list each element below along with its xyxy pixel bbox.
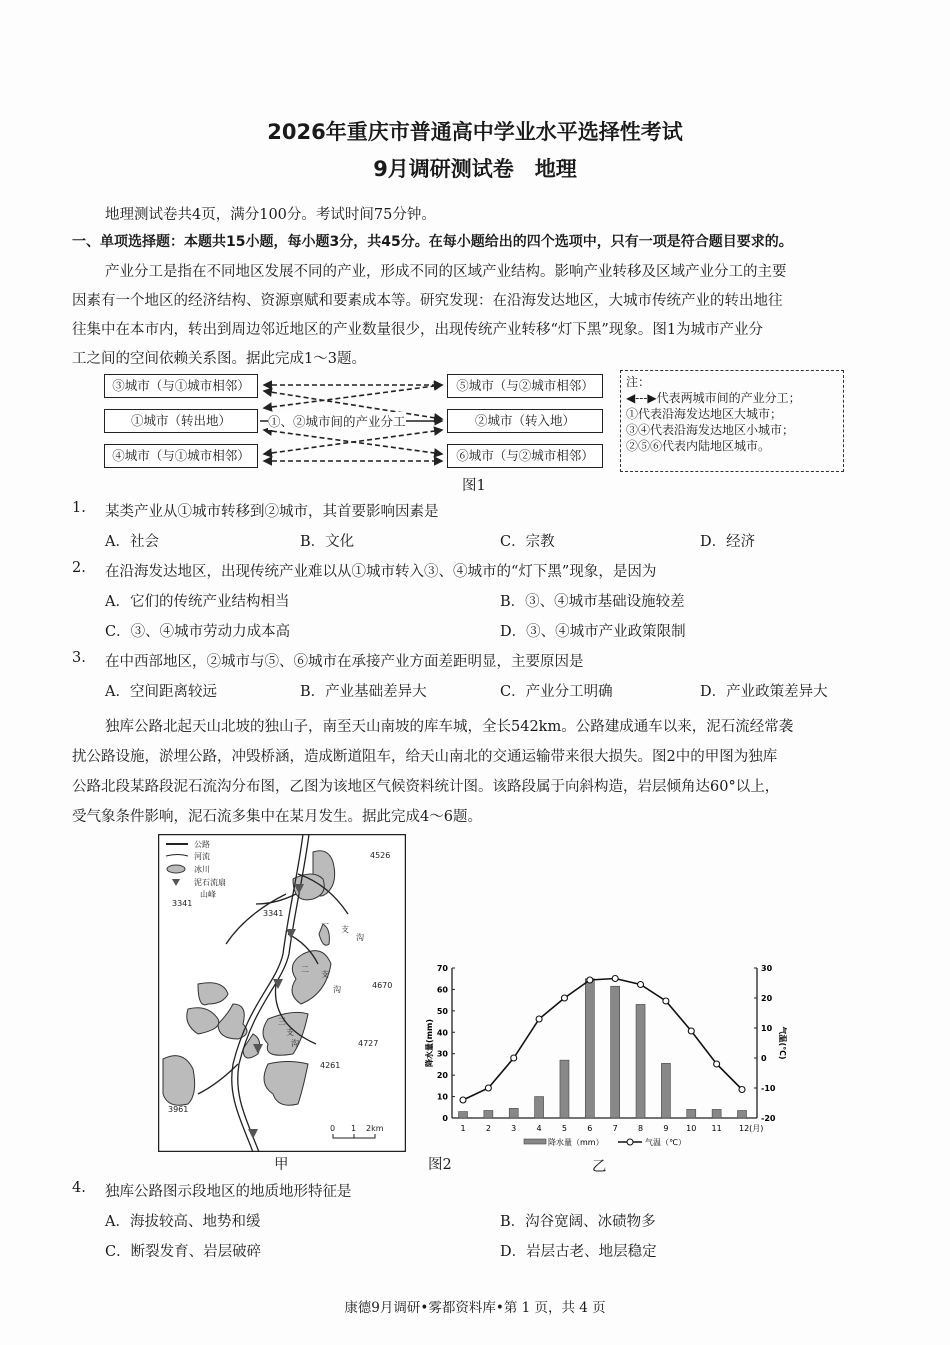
y-tick-label: 60 [436, 985, 448, 995]
passage-line: 因素有一个地区的经济结构、资源禀赋和要素成本等。研究发现：在沿海发达地区，大城市传统产业的转出地往 [72, 293, 783, 309]
x-tick-label: 11 [711, 1124, 722, 1133]
y-tick-label: 0 [442, 1114, 448, 1123]
temperature-point [587, 977, 593, 983]
temperature-point [663, 998, 669, 1004]
y-tick-label: 10 [436, 1092, 448, 1102]
y-tick-label: 50 [436, 1006, 448, 1016]
x-tick-label: 6 [587, 1124, 593, 1133]
question-number: 4. [72, 1180, 86, 1196]
city-box: ③城市（与①城市相邻） [104, 374, 258, 398]
debris-flow-map [158, 834, 406, 1152]
question-stem: 独库公路图示段地区的地质地形特征是 [105, 1184, 352, 1200]
svg-text:三: 三 [278, 1017, 286, 1026]
svg-text:支: 支 [321, 970, 329, 979]
y2-tick-label: 0 [761, 1054, 767, 1063]
svg-text:一: 一 [321, 920, 329, 929]
peak-label: 4526 [370, 851, 391, 860]
passage-line: 工之间的空间依赖关系图。据此完成1～3题。 [72, 351, 366, 367]
question-number: 2. [72, 560, 86, 576]
answer-option: A．空间距离较远 [105, 684, 217, 700]
temperature-point [460, 1097, 466, 1103]
answer-option: A．社会 [105, 534, 159, 550]
answer-option: D．经济 [700, 534, 756, 550]
section-heading: 一、单项选择题：本题共15小题，每小题3分，共45分。在每小题给出的四个选项中，只有一项是符合题目要求的。 [72, 234, 793, 250]
scale-label: 2km [366, 1124, 384, 1133]
peak-label: 4670 [372, 981, 393, 990]
answer-option: B．③、④城市基础设施较差 [500, 594, 685, 610]
question-stem: 在中西部地区，②城市与⑤、⑥城市在承接产业方面差距明显，主要原因是 [105, 654, 584, 670]
y2-tick-label: 10 [761, 1024, 773, 1033]
x-tick-label: 5 [561, 1124, 568, 1133]
x-tick-label: 10 [686, 1124, 697, 1133]
answer-option: C．产业分工明确 [500, 684, 613, 700]
city-box: ②城市（转入地） [447, 409, 603, 433]
exam-title: 2026年重庆市普通高中学业水平选择性考试 [267, 120, 683, 144]
passage-line: 独库公路北起天山北坡的独山子，南至天山南坡的库车城，全长542km。公路建成通车以来，泥石流经常袭 [105, 719, 794, 735]
x-tick-label: 7 [612, 1124, 618, 1133]
question-stem: 在沿海发达地区，出现传统产业难以从①城市转入③、④城市的“灯下黑”现象，是因为 [105, 564, 657, 580]
figure-2-caption: 图2 [428, 1157, 452, 1173]
answer-option: C．断裂发育、岩层破碎 [105, 1244, 262, 1260]
note-line: ③④代表沿海发达地区小城市； [626, 423, 795, 437]
precipitation-bar [535, 1097, 544, 1118]
passage-line: 往集中在本市内，转出到周边邻近地区的产业数量很少，出现传统产业转移“灯下黑”现象。图1为城市产业分 [72, 322, 764, 338]
svg-text:沟: 沟 [291, 1039, 299, 1048]
temperature-point [561, 995, 567, 1001]
figure-1-caption: 图1 [462, 478, 486, 494]
figure-1-note [620, 370, 844, 472]
y2-tick-label: -20 [761, 1114, 776, 1123]
peak-label: 4727 [358, 1039, 379, 1048]
temperature-point [688, 1028, 694, 1034]
y2-tick-label: 30 [761, 964, 773, 973]
legend-line-marker [627, 1139, 633, 1145]
x-tick-label: 9 [663, 1124, 669, 1133]
precipitation-bar [585, 979, 594, 1118]
x-tick-label: 12(月) [739, 1124, 764, 1133]
passage-line: 产业分工是指在不同地区发展不同的产业，形成不同的区域产业结构。影响产业转移及区域产业分工的主要 [105, 264, 787, 280]
city-box: ④城市（与①城市相邻） [104, 444, 258, 468]
scale-label: 0 [330, 1124, 336, 1133]
legend-river: 河流 [194, 852, 210, 861]
legend-precipitation: 降水量（mm） [548, 1138, 604, 1147]
answer-option: C．宗教 [500, 534, 555, 550]
answer-option: D．产业政策差异大 [700, 684, 828, 700]
svg-text:支: 支 [286, 1028, 294, 1037]
legend-glacier: 冰川 [194, 865, 210, 874]
x-tick-label: 4 [536, 1124, 542, 1133]
answer-option: D．岩层古老、地层稳定 [500, 1244, 657, 1260]
answer-option: A．海拔较高、地势和缓 [105, 1214, 261, 1230]
scale-label: 1 [351, 1124, 357, 1133]
y2-tick-label: 20 [761, 994, 773, 1003]
precipitation-bar [712, 1109, 721, 1118]
y-axis-title: 降水量(mm) [425, 1019, 434, 1067]
passage-line: 公路北段某路段泥石流沟分布图，乙图为该地区气候资料统计图。该路段属于向斜构造，岩层倾角达60°以上， [72, 779, 780, 795]
y-tick-label: 30 [436, 1049, 448, 1059]
passage-line: 扰公路设施，淤埋公路，冲毁桥涵，造成断道阻车，给天山南北的交通运输带来很大损失。图2中的甲图为独库 [72, 749, 778, 765]
legend-bar-swatch [524, 1139, 546, 1144]
svg-text:二: 二 [301, 965, 309, 974]
page-footer: 康德9月调研•雾都资料库•第 1 页，共 4 页 [344, 1300, 606, 1316]
city-box: ①城市（转出地） [104, 409, 258, 433]
answer-option: D．③、④城市产业政策限制 [500, 624, 686, 640]
temperature-point [485, 1085, 491, 1091]
x-tick-label: 1 [460, 1124, 466, 1133]
temperature-point [536, 1016, 542, 1022]
y2-axis-title: 气温(℃) [778, 1026, 787, 1060]
precipitation-bar [636, 1004, 645, 1118]
precipitation-bar [484, 1111, 493, 1119]
precipitation-bar [560, 1060, 569, 1118]
answer-option: B．产业基础差异大 [300, 684, 427, 700]
question-number: 3. [72, 650, 86, 666]
answer-option: A．它们的传统产业结构相当 [105, 594, 290, 610]
legend-road: 公路 [194, 840, 210, 849]
note-line: ②⑤⑥代表内陆地区城市。 [626, 439, 771, 453]
answer-option: B．沟谷宽阔、冰碛物多 [500, 1214, 656, 1230]
legend-peak-value: 3341 [172, 899, 193, 908]
note-line: 注： [626, 375, 651, 389]
answer-option: B．文化 [300, 534, 355, 550]
peak-label: 4261 [320, 1061, 341, 1070]
precipitation-bar [687, 1109, 696, 1118]
temperature-point [714, 1061, 720, 1067]
legend-debris-fan: 泥石流扇 [194, 878, 226, 887]
climate-chart [420, 955, 810, 1155]
middle-label: ①、②城市间的产业分工 [268, 414, 406, 429]
precipitation-bar [611, 986, 620, 1118]
svg-text:沟: 沟 [356, 933, 364, 942]
svg-text:支: 支 [341, 925, 349, 934]
y-tick-label: 70 [436, 964, 448, 973]
question-stem: 某类产业从①城市转移到②城市，其首要影响因素是 [105, 504, 439, 520]
city-box: ⑤城市（与②城市相邻） [447, 374, 603, 398]
answer-option: C．③、④城市劳动力成本高 [105, 624, 291, 640]
figure-2-subcaption: 乙 [592, 1159, 607, 1175]
note-line: ◀---▶代表两城市间的产业分工； [626, 391, 801, 405]
y-tick-label: 20 [436, 1071, 448, 1081]
precipitation-bar [459, 1112, 468, 1118]
note-line: ①代表沿海发达地区大城市； [626, 407, 783, 421]
city-box: ⑥城市（与②城市相邻） [447, 444, 603, 468]
x-tick-label: 2 [485, 1124, 491, 1133]
svg-text:沟: 沟 [333, 985, 341, 994]
question-number: 1. [72, 500, 86, 516]
y-tick-label: 40 [436, 1028, 448, 1038]
temperature-point [638, 982, 644, 988]
precipitation-bar [509, 1108, 518, 1118]
precipitation-bar [661, 1063, 670, 1118]
y2-tick-label: -10 [761, 1084, 776, 1093]
peak-label: 3961 [168, 1105, 189, 1114]
temperature-point [739, 1087, 745, 1093]
x-tick-label: 8 [637, 1124, 644, 1133]
x-tick-label: 3 [511, 1124, 517, 1133]
temperature-point [612, 976, 618, 982]
temperature-line [463, 979, 742, 1101]
peak-label: 3341 [263, 909, 284, 918]
legend-peak: 山峰 [200, 890, 216, 899]
map-caption: 甲 [274, 1157, 289, 1173]
exam-subtitle: 9月调研测试卷 地理 [373, 157, 577, 181]
temperature-point [511, 1055, 517, 1061]
passage-line: 受气象条件影响，泥石流多集中在某月发生。据此完成4～6题。 [72, 809, 482, 825]
precipitation-bar [738, 1111, 747, 1119]
intro-text: 地理测试卷共4页，满分100分。考试时间75分钟。 [105, 207, 436, 223]
legend-temperature: 气温（℃） [645, 1138, 686, 1147]
